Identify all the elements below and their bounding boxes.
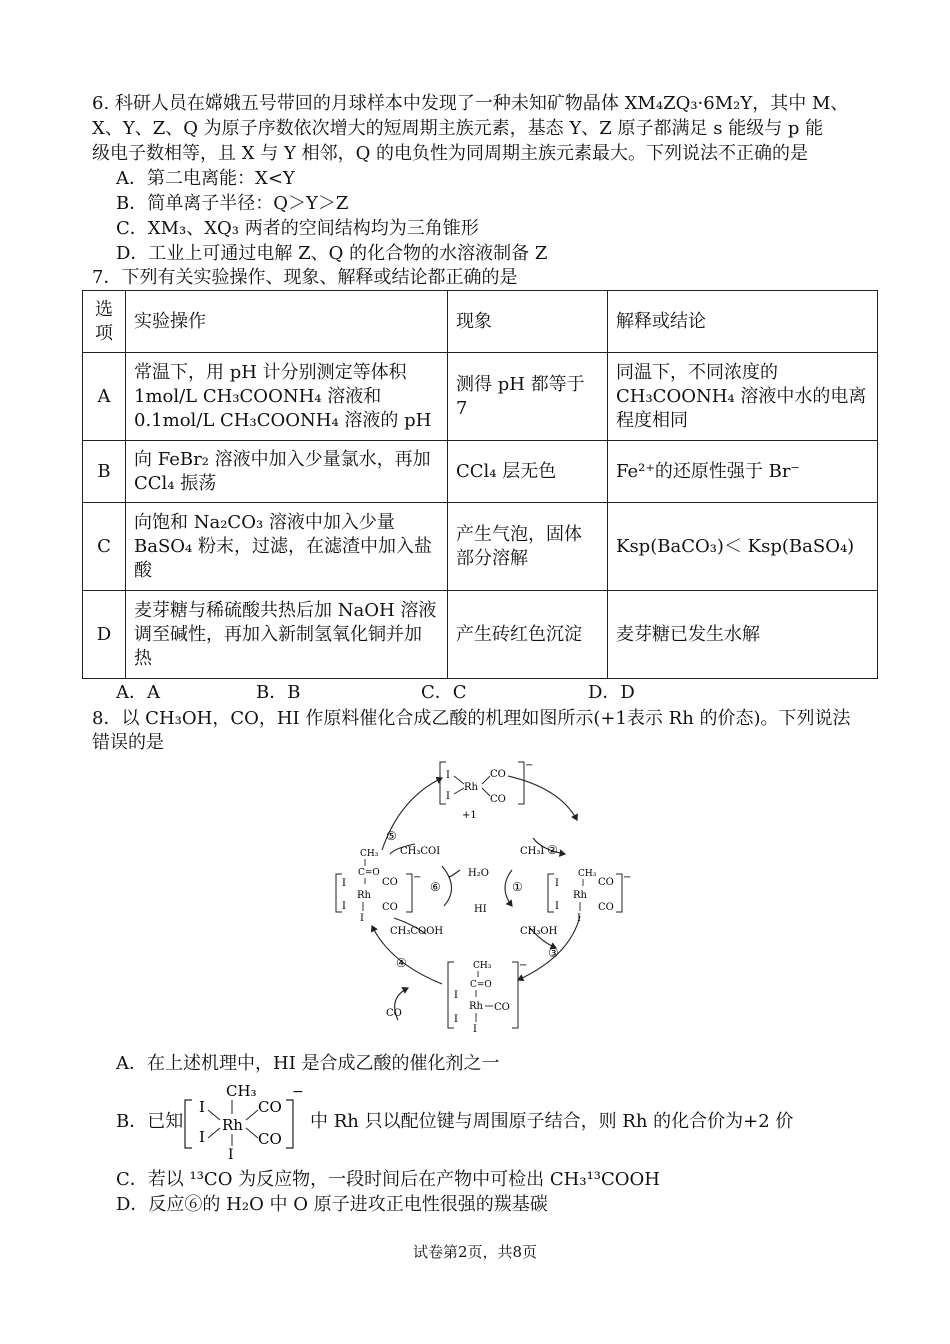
q8-option-b-suffix: 中 Rh 只以配位键与周围原子结合，则 Rh 的化合价为+2 价 [310, 1111, 794, 1132]
atom-label: I [342, 878, 346, 889]
q6-option-b: B．简单离子半径：Q＞Y＞Z [116, 193, 349, 214]
q6-option-a: A．第二电离能：X<Y [116, 168, 295, 189]
row-phenomenon: CCl₄ 层无色 [448, 441, 608, 503]
catalytic-cycle-diagram [330, 758, 640, 1036]
atom-label: I [473, 1024, 477, 1035]
atom-label: CH₃ [226, 1082, 257, 1100]
q7-stem: 7．下列有关实验操作、现象、解释或结论都正确的是 [92, 267, 518, 288]
atom-label: CO [490, 769, 506, 780]
charge-label: − [413, 872, 422, 883]
atom-label: CH₃ [473, 961, 492, 971]
row-conclusion: 麦芽糖已发生水解 [608, 591, 878, 679]
species-ch3i: CH₃I [520, 846, 545, 857]
atom-label: Rh [222, 1116, 243, 1134]
table-row [83, 353, 878, 441]
atom-label: I [577, 913, 581, 924]
atom-label: Rh [469, 1001, 483, 1012]
charge-label: − [292, 1084, 304, 1100]
atom-label: C=O [470, 980, 492, 990]
row-operation: 常温下，用 pH 计分别测定等体积 1mol/L CH₃COONH₄ 溶液和 0.1mol/L CH₃COONH₄ 溶液的 pH [126, 353, 448, 441]
atom-label: CO [382, 902, 398, 913]
q7-choice-a: A．A [116, 682, 160, 703]
atom-label: Rh [464, 782, 478, 793]
q6-option-c: C．XM₃、XQ₃ 两者的空间结构均为三角锥形 [116, 218, 479, 239]
species-ch3cooh: CH₃COOH [390, 926, 444, 937]
row-option: C [83, 503, 126, 591]
rh-complex-right [548, 869, 631, 924]
charge-label: − [525, 760, 534, 771]
atom-label: I [360, 913, 364, 924]
table-row [83, 503, 878, 591]
q8-stem-line2: 错误的是 [92, 732, 164, 753]
species-hi: HI [474, 904, 487, 915]
q6-stem-line3: 级电子数相等，且 X 与 Y 相邻，Q 的电负性为同周期主族元素最大。下列说法不正确的是 [92, 143, 809, 164]
row-conclusion: Fe²⁺的还原性强于 Br⁻ [608, 441, 878, 503]
species-co: CO [386, 1008, 402, 1019]
row-conclusion: Ksp(BaCO₃)＜ Ksp(BaSO₄) [608, 503, 878, 591]
atom-label: CO [598, 877, 614, 888]
q8-option-a: A．在上述机理中，HI 是合成乙酸的催化剂之一 [116, 1053, 500, 1074]
row-option: A [83, 353, 126, 441]
q7-choice-b: B．B [256, 682, 301, 703]
charge-label: − [623, 872, 632, 883]
row-operation: 向饱和 Na₂CO₃ 溶液中加入少量 BaSO₄ 粉末，过滤，在滤渣中加入盐酸 [126, 503, 448, 591]
atom-label: CO [490, 794, 506, 805]
atom-label: Rh [357, 890, 371, 901]
atom-label: C=O [358, 868, 380, 878]
step-number: ③ [548, 946, 559, 960]
header-option: 选项 [83, 291, 126, 353]
atom-label: I [199, 1098, 205, 1116]
atom-label: I [454, 1014, 458, 1025]
header-phenomenon: 现象 [448, 291, 608, 353]
atom-label: I [228, 1147, 234, 1163]
table-header-row [83, 291, 878, 353]
oxidation-state-label: +1 [462, 810, 477, 821]
atom-label: Rh [573, 890, 587, 901]
step-number: ① [512, 880, 523, 894]
rh-complex-structure [182, 1082, 304, 1163]
q8-option-d: D．反应⑥的 H₂O 中 O 原子进攻正电性很强的羰基碳 [116, 1194, 548, 1215]
row-option: B [83, 441, 126, 503]
q8-option-b-prefix: B．已知 [116, 1111, 184, 1132]
q6-option-d: D．工业上可通过电解 Z、Q 的化合物的水溶液制备 Z [116, 243, 548, 264]
atom-label: CH₃ [578, 869, 597, 879]
atom-label: I [342, 901, 346, 912]
q6-stem-line1: 6. 科研人员在嫦娥五号带回的月球样本中发现了一种未知矿物晶体 XM₄ZQ₃·6M₂Y，其中 M、 [92, 93, 849, 114]
atom-label: CO [258, 1130, 282, 1148]
atom-label: I [454, 990, 458, 1001]
q7-table [82, 290, 878, 679]
step-number: ② [547, 843, 558, 857]
header-conclusion: 解释或结论 [608, 291, 878, 353]
atom-label: CO [494, 1002, 510, 1013]
rh-complex-left [336, 849, 421, 924]
row-phenomenon: 产生砖红色沉淀 [448, 591, 608, 679]
atom-label: I [555, 901, 559, 912]
step-number: ④ [396, 956, 407, 970]
header-operation: 实验操作 [126, 291, 448, 353]
atom-label: I [446, 791, 450, 802]
row-operation: 向 FeBr₂ 溶液中加入少量氯水，再加 CCl₄ 振荡 [126, 441, 448, 503]
species-h2o: H₂O [468, 868, 489, 879]
atom-label: CO [598, 902, 614, 913]
atom-label: I [199, 1128, 205, 1146]
step-number: ⑤ [386, 829, 397, 843]
row-phenomenon: 产生气泡，固体部分溶解 [448, 503, 608, 591]
rh-complex-top [440, 760, 533, 821]
atom-label: I [555, 878, 559, 889]
q8-option-c: C．若以 ¹³CO 为反应物，一段时间后在产物中可检出 CH₃¹³COOH [116, 1169, 660, 1190]
species-ch3oh: CH₃OH [520, 926, 558, 937]
rh-complex-bottom [448, 960, 527, 1035]
q7-choice-c: C．C [421, 682, 467, 703]
species-ch3coi: CH₃COI [400, 846, 441, 857]
table-row [83, 591, 878, 679]
q8-stem-line1: 8．以 CH₃OH，CO，HI 作原料催化合成乙酸的机理如图所示(+1表示 Rh 的价态)。下列说法 [92, 708, 851, 729]
row-option: D [83, 591, 126, 679]
atom-label: I [446, 770, 450, 781]
table-row [83, 441, 878, 503]
step-number: ⑥ [430, 880, 441, 894]
q6-stem-line2: X、Y、Z、Q 为原子序数依次增大的短周期主族元素，基态 Y、Z 原子都满足 s 能级与 p 能 [92, 118, 824, 139]
row-phenomenon: 测得 pH 都等于 7 [448, 353, 608, 441]
q7-choice-d: D．D [588, 682, 635, 703]
row-conclusion: 同温下，不同浓度的 CH₃COONH₄ 溶液中水的电离程度相同 [608, 353, 878, 441]
page-footer: 试卷第2页，共8页 [412, 1243, 538, 1261]
row-operation: 麦芽糖与稀硫酸共热后加 NaOH 溶液调至碱性，再加入新制氢氧化铜并加热 [126, 591, 448, 679]
atom-label: CO [382, 877, 398, 888]
atom-label: CH₃ [360, 849, 379, 859]
charge-label: − [519, 960, 528, 971]
atom-label: CO [258, 1098, 282, 1116]
